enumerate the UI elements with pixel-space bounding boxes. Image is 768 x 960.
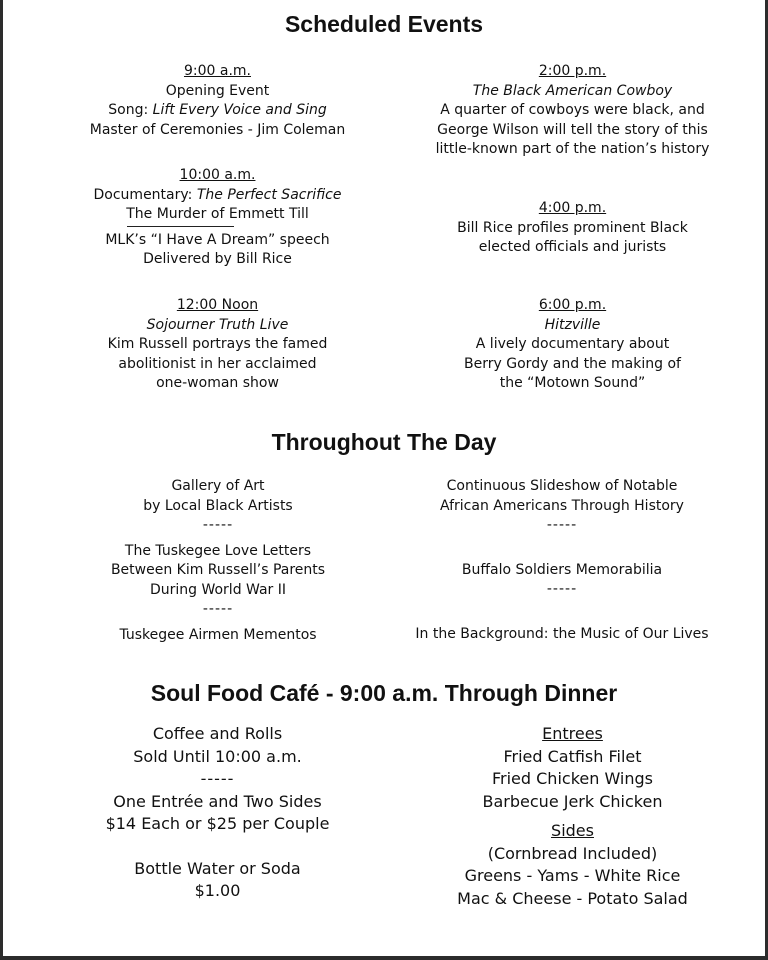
event-detail: MLK’s “I Have A Dream” speech bbox=[105, 231, 330, 248]
event-time: 12:00 Noon bbox=[176, 297, 259, 313]
menu-text: Coffee and Rolls bbox=[152, 724, 283, 743]
event-detail: one-woman show bbox=[156, 375, 279, 391]
cafe-right-column bbox=[375, 723, 768, 910]
separator: ----- bbox=[202, 601, 234, 617]
menu-item: Mac & Cheese - Potato Salad bbox=[457, 888, 688, 908]
menu-price: $1.00 bbox=[194, 881, 241, 900]
page-border-left bbox=[0, 0, 3, 960]
menu-text: $14 Each or $25 per Couple bbox=[105, 814, 330, 833]
event-detail: Delivered by Bill Rice bbox=[143, 251, 292, 267]
event-detail: A lively documentary about bbox=[475, 336, 670, 352]
event-2pm bbox=[375, 62, 768, 160]
event-documentary: Documentary: The Perfect Sacrifice bbox=[93, 186, 342, 203]
event-time: 10:00 a.m. bbox=[179, 167, 256, 183]
throughout-heading: Throughout The Day bbox=[271, 429, 497, 455]
event-6pm bbox=[375, 296, 768, 394]
menu-item: Greens - Yams - White Rice bbox=[464, 866, 681, 885]
event-detail: Bill Rice profiles prominent Black bbox=[457, 219, 688, 236]
event-9am bbox=[20, 62, 415, 140]
cafe-heading: Soul Food Café - 9:00 a.m. Through Dinner bbox=[150, 680, 618, 706]
throughout-right-column bbox=[362, 477, 762, 644]
event-divider bbox=[127, 226, 234, 227]
menu-text: One Entrée and Two Sides bbox=[113, 791, 322, 811]
activity-text: Buffalo Soldiers Memorabilia bbox=[461, 561, 663, 578]
event-detail: Kim Russell portrays the famed bbox=[107, 336, 328, 352]
event-time: 6:00 p.m. bbox=[538, 297, 607, 313]
event-detail: A quarter of cowboys were black, and bbox=[440, 102, 705, 118]
menu-text: Sold Until 10:00 a.m. bbox=[133, 746, 302, 766]
separator: ----- bbox=[200, 769, 235, 788]
event-detail: Berry Gordy and the making of bbox=[464, 355, 681, 372]
event-10am bbox=[20, 166, 415, 270]
menu-item: Fried Chicken Wings bbox=[491, 769, 653, 788]
throughout-left-column bbox=[18, 477, 418, 645]
menu-item: (Cornbread Included) bbox=[487, 843, 658, 863]
activity-text: During World War II bbox=[149, 581, 287, 598]
separator: ----- bbox=[546, 581, 578, 597]
sides-title: Sides bbox=[551, 821, 594, 840]
menu-text: Bottle Water or Soda bbox=[134, 858, 301, 878]
scheduled-events-heading: Scheduled Events bbox=[284, 11, 484, 37]
event-time: 4:00 p.m. bbox=[538, 200, 607, 216]
separator: ----- bbox=[546, 517, 578, 533]
activity-text: In the Background: the Music of Our Lives bbox=[415, 625, 709, 642]
menu-item: Fried Catfish Filet bbox=[503, 746, 642, 766]
activity-text: African Americans Through History bbox=[440, 497, 684, 514]
activity-text: Gallery of Art bbox=[171, 478, 265, 494]
event-detail: George Wilson will tell the story of this bbox=[437, 121, 708, 138]
event-noon bbox=[20, 296, 415, 394]
event-detail: elected officials and jurists bbox=[478, 239, 667, 255]
activity-text: Tuskegee Airmen Mementos bbox=[119, 626, 317, 643]
menu-item: Barbecue Jerk Chicken bbox=[482, 791, 663, 811]
event-4pm bbox=[375, 199, 768, 258]
activity-text: Between Kim Russell’s Parents bbox=[110, 562, 326, 578]
event-detail: the “Motown Sound” bbox=[499, 375, 646, 391]
event-title: Sojourner Truth Live bbox=[146, 316, 289, 333]
activity-text: The Tuskegee Love Letters bbox=[124, 542, 312, 559]
event-song: Song: Lift Every Voice and Sing bbox=[108, 102, 327, 118]
cafe-left-column bbox=[20, 723, 415, 903]
event-title: The Black American Cowboy bbox=[472, 82, 673, 99]
entrees-title: Entrees bbox=[542, 724, 603, 743]
event-detail: abolitionist in her acclaimed bbox=[118, 355, 317, 372]
page-border-bottom bbox=[0, 956, 768, 960]
event-detail: The Murder of Emmett Till bbox=[126, 206, 309, 222]
event-detail: Master of Ceremonies - Jim Coleman bbox=[89, 121, 346, 138]
event-time: 2:00 p.m. bbox=[538, 63, 607, 79]
event-title: Opening Event bbox=[165, 82, 270, 99]
event-detail: little-known part of the nation’s history bbox=[435, 141, 710, 157]
separator: ----- bbox=[202, 517, 234, 533]
activity-text: Continuous Slideshow of Notable bbox=[446, 478, 678, 494]
event-time: 9:00 a.m. bbox=[183, 63, 251, 79]
activity-text: by Local Black Artists bbox=[143, 497, 293, 514]
event-title: Hitzville bbox=[544, 316, 601, 333]
